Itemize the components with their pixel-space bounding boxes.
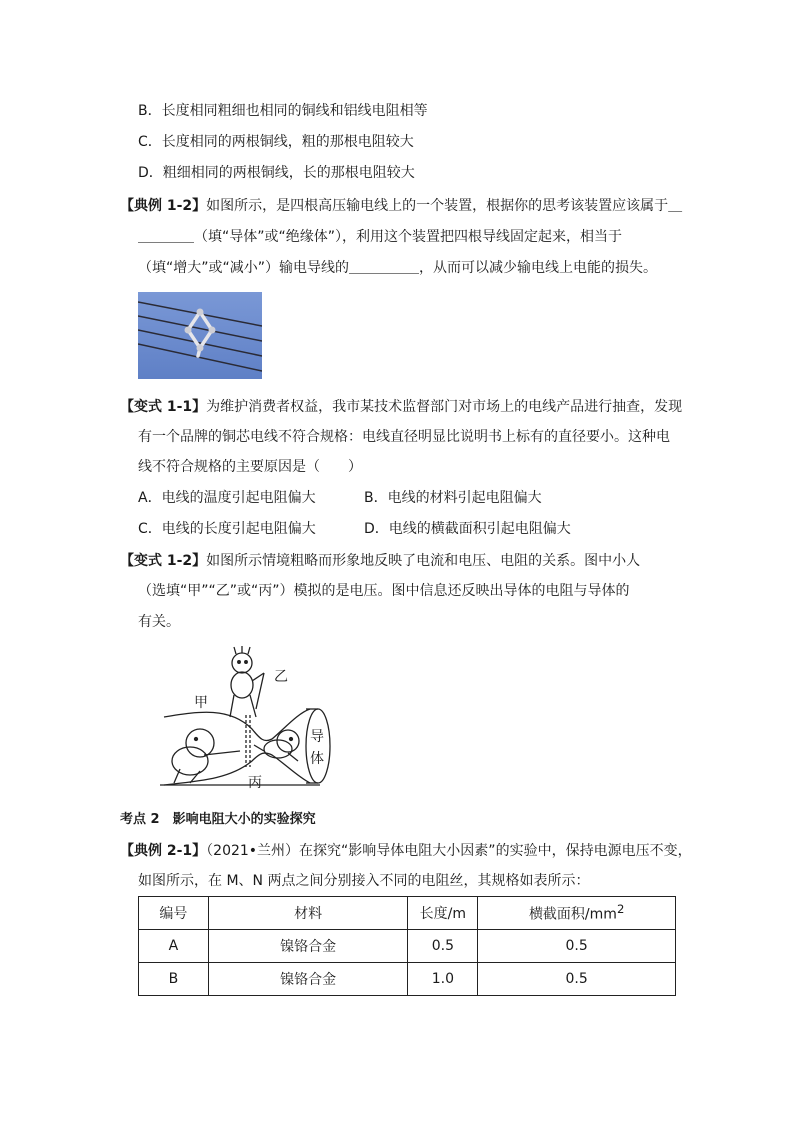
question-text: （2021•兰州）在探究“影响导体电阻大小因素”的实验中，保持电源电压不变， (206, 843, 692, 859)
variant-tag: 【变式 1-1】 (120, 399, 207, 415)
current-voltage-resistance-cartoon (160, 643, 360, 793)
power-line-spacer-photo (138, 292, 262, 379)
header-id: 编号 (139, 897, 209, 930)
cell-area: 0.5 (478, 963, 676, 996)
label-ti: 体 (310, 751, 324, 767)
question-text: （填“增大”或“减小”）输电导线的＿＿＿＿＿，从而可以减少输电线上电能的损失。 (138, 260, 658, 276)
cell-material: 镍铬合金 (208, 963, 408, 996)
example-tag: 【典例 2-1】 (120, 843, 207, 859)
label-bing: 丙 (248, 775, 262, 791)
cell-material: 镍铬合金 (208, 930, 408, 963)
header-area-label: 横截面积/mm (528, 906, 617, 923)
question-text: 如图所示，是四根高压输电线上的一个装置，根据你的思考该装置应该属于＿ (206, 198, 683, 214)
label-dao: 导 (310, 729, 324, 745)
header-material: 材料 (208, 897, 408, 930)
question-text: ＿＿＿＿（填“导体”或“绝缘体”），利用这个装置把四根导线固定起来，相当于 (138, 229, 623, 245)
header-area-sup: 2 (616, 902, 625, 917)
question-text: 为维护消费者权益，我市某技术监督部门对市场上的电线产品进行抽查，发现 (206, 399, 683, 415)
option-c: C．电线的长度引起电阻偏大 (138, 521, 316, 537)
option-c: C．长度相同的两根铜线，粗的那根电阻较大 (138, 134, 414, 150)
option-d: D．粗细相同的两根铜线，长的那根电阻较大 (138, 165, 415, 181)
cell-id: B (139, 963, 209, 996)
option-b: B．电线的材料引起电阻偏大 (364, 490, 542, 506)
header-length: 长度/m (408, 897, 478, 930)
table-header-row (139, 897, 676, 930)
question-text: 有一个品牌的铜芯电线不符合规格：电线直径明显比说明书上标有的直径要小。这种电 (138, 429, 670, 445)
option-a: A．电线的温度引起电阻偏大 (138, 490, 316, 506)
cell-length: 0.5 (408, 930, 478, 963)
option-d: D．电线的横截面积引起电阻偏大 (364, 521, 571, 537)
cell-area: 0.5 (478, 930, 676, 963)
variant-tag: 【变式 1-2】 (120, 553, 207, 569)
label-yi: 乙 (274, 669, 288, 685)
cell-id: A (139, 930, 209, 963)
question-text: 有关。 (138, 614, 180, 630)
section-title: 考点 2 影响电阻大小的实验探究 (120, 812, 316, 827)
question-text: 如图所示情境粗略而形象地反映了电流和电压、电阻的关系。图中小人 (206, 553, 641, 569)
example-tag: 【典例 1-2】 (120, 198, 207, 214)
question-text: 线不符合规格的主要原因是（ ） (138, 459, 362, 475)
header-area (478, 897, 676, 930)
table-row (139, 930, 676, 963)
question-text: 如图所示，在 M、N 两点之间分别接入不同的电阻丝，其规格如表所示： (138, 873, 590, 889)
option-b: B．长度相同粗细也相同的铜线和铝线电阻相等 (138, 103, 428, 119)
label-jia: 甲 (194, 695, 208, 711)
table-row (139, 963, 676, 996)
question-text: （选填“甲”“乙”或“丙”）模拟的是电压。图中信息还反映出导体的电阻与导体的 (138, 583, 630, 599)
resistance-wire-spec-table (138, 896, 676, 996)
cell-length: 1.0 (408, 963, 478, 996)
